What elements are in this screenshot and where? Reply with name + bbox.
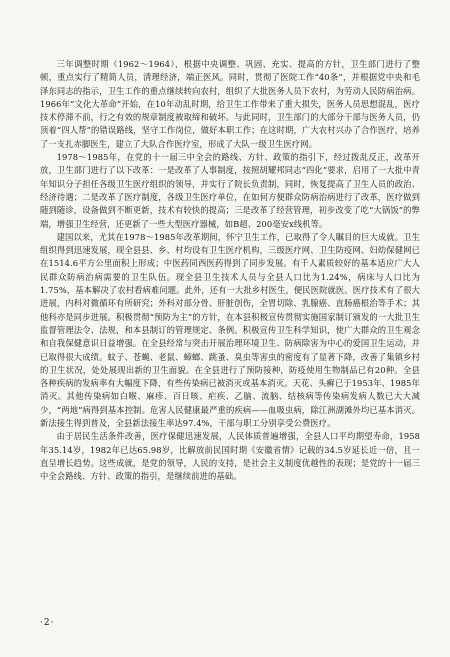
paragraph-2: 1978～1985年，在党的十一届三中全会的路线、方针、政策的指引下，经过拨乱反正，改革开放，卫生部门进行了以下改革：一是改革了人事制度，按照胡耀邦同志“四化”要求，启用了一大批中青年知识分子担任各级卫生医疗组织的领导，并实行了院长负责制，同时，恢复提高了卫生人员的政治、经济待遇；二是改革了医疗制度，各级卫生医疗单位，在如何方便群众防病治病进行了改革，医疗做到随到随诊，设备做到不断更新，技术有较快的提高；三是改革了经营管理，初步改变了吃“大锅饭”的弊端，增强卫生经营，还更新了一些大型医疗器械，如B超、200毫安x线机等。	[40, 152, 420, 229]
paragraph-4: 由于居民生活条件改善，医疗保健迅速发展，人民体质普遍增强，全县人口平均期望寿命，1958年35.14岁，1982年已达65.98岁，比解放前民国时期《安徽省情》记载的34.5岁延长近一倍，且一直呈增长趋势。这些成就，是党的领导，人民的支持，是社会主义制度优越性的表现；是党的十一届三中全会路线、方针、政策的指引，是继续前进的基础。	[40, 431, 420, 482]
paragraph-1: 三年调整时期（1962～1964），根据中央调整、巩固、充实、提高的方针，卫生部门进行了整顿，重点实行了精简人员，清理经济，端正医风。同时，贯彻了医院工作“40条”，并根据党中央和毛泽东同志的指示，卫生工作的重点继续转向农村，组织了大批医务人员下农村，为劳动人民防病治病。1966年“文化大革命”开始，在10年动乱时期，给卫生工作带来了重大损失，医务人员思想混乱，医疗技术停滞不前，行之有效的规章制度被取缔和破坏。与此同时，卫生部门的大部分干部与医务人员，仍顶着“四人帮”的错误路线，坚守工作岗位，做好本职工作；在这时期，广大农村兴办了合作医疗，培养了一支扎赤脚医生，建立了大队合作医疗室，形成了大队一级卫生医疗网。	[40, 59, 420, 149]
paragraph-3: 建国以来，尤其在1978～1985年改革期间，怀宁卫生工作，已取得了令人瞩目的巨大成就。卫生组织得到迅速发展，现全县县、乡、村均设有卫生医疗机构，三级医疗网、卫生防疫网、妇幼保健网已在1514.6平方公里面积上形成；中医药同西医药得到了同步发展。有千人素质较好的基本适应广大人民群众防病治病需要的卫生队伍。现全县卫生技术人员与全县人口比为1.24%，病床与人口比为1.75%，基本解决了农村看病难问题。此外，还有一大批乡村医生，便民医院就医。医疗技术有了很大进展，内科对微循环有所研究；外科对部分骨、肝脏创伤，全胃切除、乳腺癌、直肠癌根治等手术；其他科亦是同步进展。积极贯彻“预防为主”的方针，在本县积极宣传贯彻实施国家制订颁发的一大批卫生监督管理法令、法规，和本县制订的管理规定、条例。积极宣传卫生科学知识，使广大群众的卫生观念和自我保健意识日益增强。在全县经常与突击开展治理环境卫生、防病除害为中心的爱国卫生运动，并已取得很大成绩。蚊子、苍蝇、老鼠、蟑螂、跳蚤、臭虫等害虫的密度有了显著下降，改善了集镇乡村的卫生状况，处处展现出新的卫生面貌。在全县进行了预防接种，防疫使用生物制品已有20种。全县各种疾病的发病率有大幅度下降，有些传染病已被消灭或基本消灭。天花、头癣已于1953年、1985年消灭。其他传染病如白喉、麻疹、百日咳、疟疾、乙脑、流脑、结核病等传染病发病人数已大大减少，“两地”病得到基本控制。危害人民健康最严重的疾病——血吸虫病，除江洲湖滩外均已基本消灭。新法接生得到普及，全县新法接生率达97.4%，干部与职工分别享受公费医疗。	[40, 231, 420, 429]
page-number: ·2·	[40, 618, 55, 628]
